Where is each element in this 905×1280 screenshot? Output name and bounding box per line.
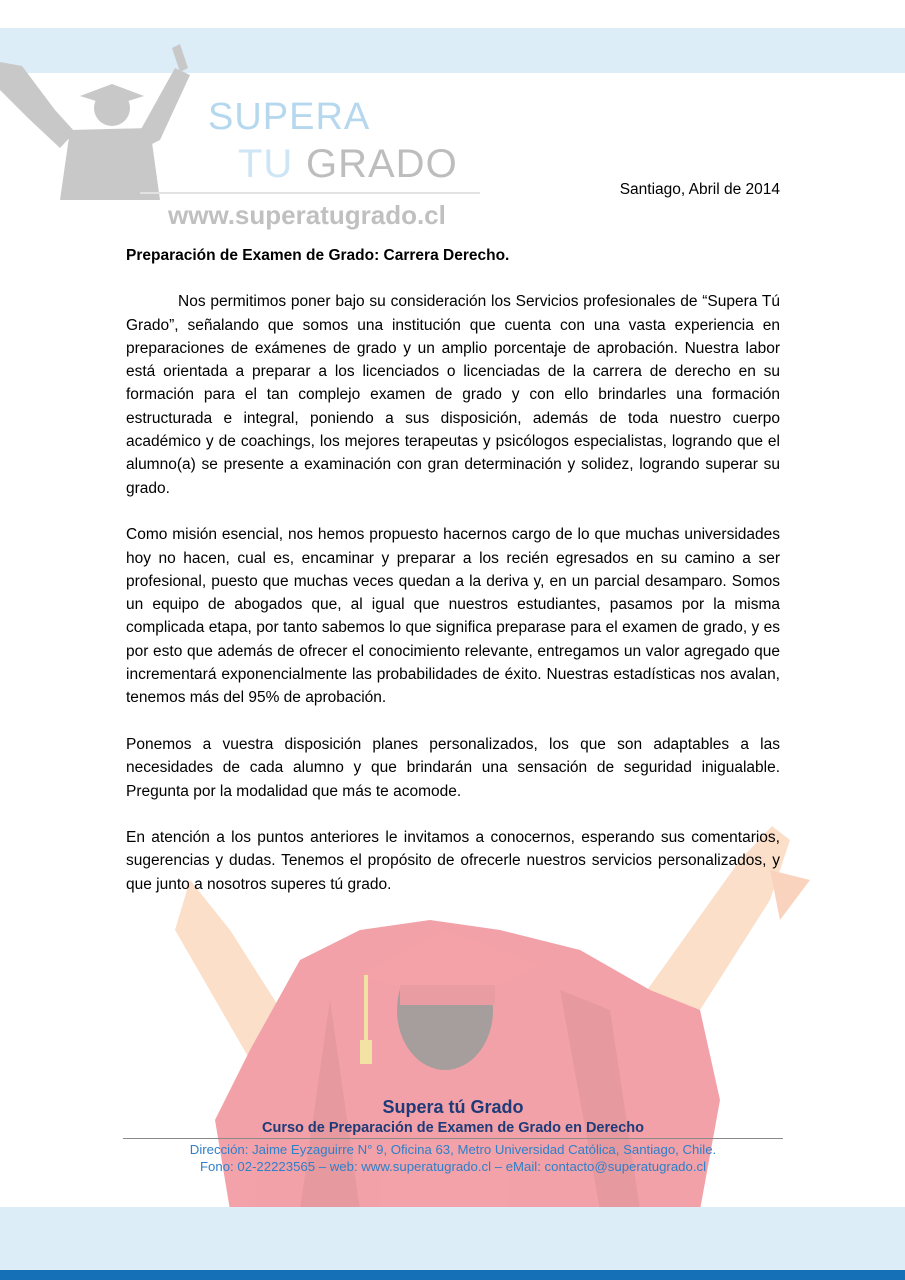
logo-website: www.superatugrado.cl bbox=[168, 200, 446, 230]
paragraph-intro: Nos permitimos poner bajo su consideración los Servicios profesionales de “Supera Tú Grado”, señalando que somos una institución que cuenta con una vasta experiencia en preparaciones de exámenes de grado y un amplio porcentaje de aprobación. Nuestra labor está orientada a preparar a los licenciados o licenciadas de la carrera de derecho en su formación para el tan complejo examen de grado y con ello brindarles una formación estructurada e integral, poniendo a sus disposición, además de toda nuestro cuerpo académico y de coachings, los mejores terapeutas y psicólogos especialistas, logrando que el alumno(a) se presente a examinación con gran determinación y solidez, logrando superar su grado. bbox=[126, 293, 780, 497]
footer-band bbox=[0, 1207, 905, 1270]
logo-text-supera: SUPERA bbox=[208, 96, 371, 138]
letter-body bbox=[126, 244, 780, 919]
footer-company-name: Supera tú Grado bbox=[382, 1097, 524, 1117]
logo-divider bbox=[140, 192, 480, 194]
footer-band-dark bbox=[0, 1270, 905, 1280]
footer-address: Dirección: Jaime Eyzaguirre N° 9, Oficina 63, Metro Universidad Católica, Santiago, Chile. bbox=[189, 1142, 717, 1157]
letter-title: Preparación de Examen de Grado: Carrera Derecho. bbox=[126, 247, 510, 264]
footer-course: Curso de Preparación de Examen de Grado en Derecho bbox=[262, 1120, 644, 1136]
paragraph-plans: Ponemos a vuestra disposición planes personalizados, los que son adaptables a las necesidades de cada alumno y que brindarán una sensación de seguridad inigualable. Pregunta por la modalidad que más te acomode. bbox=[126, 735, 780, 800]
paragraph-mission: Como misión esencial, nos hemos propuesto hacernos cargo de lo que muchas universidades hoy no hacen, cual es, encaminar y preparar a los recién egresados en su camino a ser profesional, puesto que muchas veces quedan a la deriva y, en un parcial desamparo. Somos un equipo de abogados que, al igual que nuestros estudiantes, pasamos por la misma complicada etapa, por tanto sabemos lo que significa preparase para el examen de grado, y es por esto que además de ofrecer el conocimiento relevante, entregamos un valor agregado que incrementará exponencialmente las probabilidades de éxito. Nuestras estadísticas nos avalan, tenemos más del 95% de aprobación. bbox=[126, 526, 780, 707]
footer bbox=[123, 1094, 783, 1175]
logo-text-grado: GRADO bbox=[306, 142, 458, 186]
letter-date: Santiago, Abril de 2014 bbox=[619, 181, 780, 198]
footer-divider bbox=[123, 1138, 783, 1139]
paragraph-closing: En atención a los puntos anteriores le invitamos a conocernos, esperando sus comentarios, sugerencias y dudas. Tenemos el propósito de ofrecerle nuestros servicios personalizados, y que junto a nosotros superes tú grado. bbox=[126, 829, 780, 893]
logo-text-tu: TU bbox=[238, 142, 294, 186]
footer-contact: Fono: 02-22223565 – web: www.superatugrado.cl – eMail: contacto@superatugrado.cl bbox=[199, 1159, 707, 1174]
